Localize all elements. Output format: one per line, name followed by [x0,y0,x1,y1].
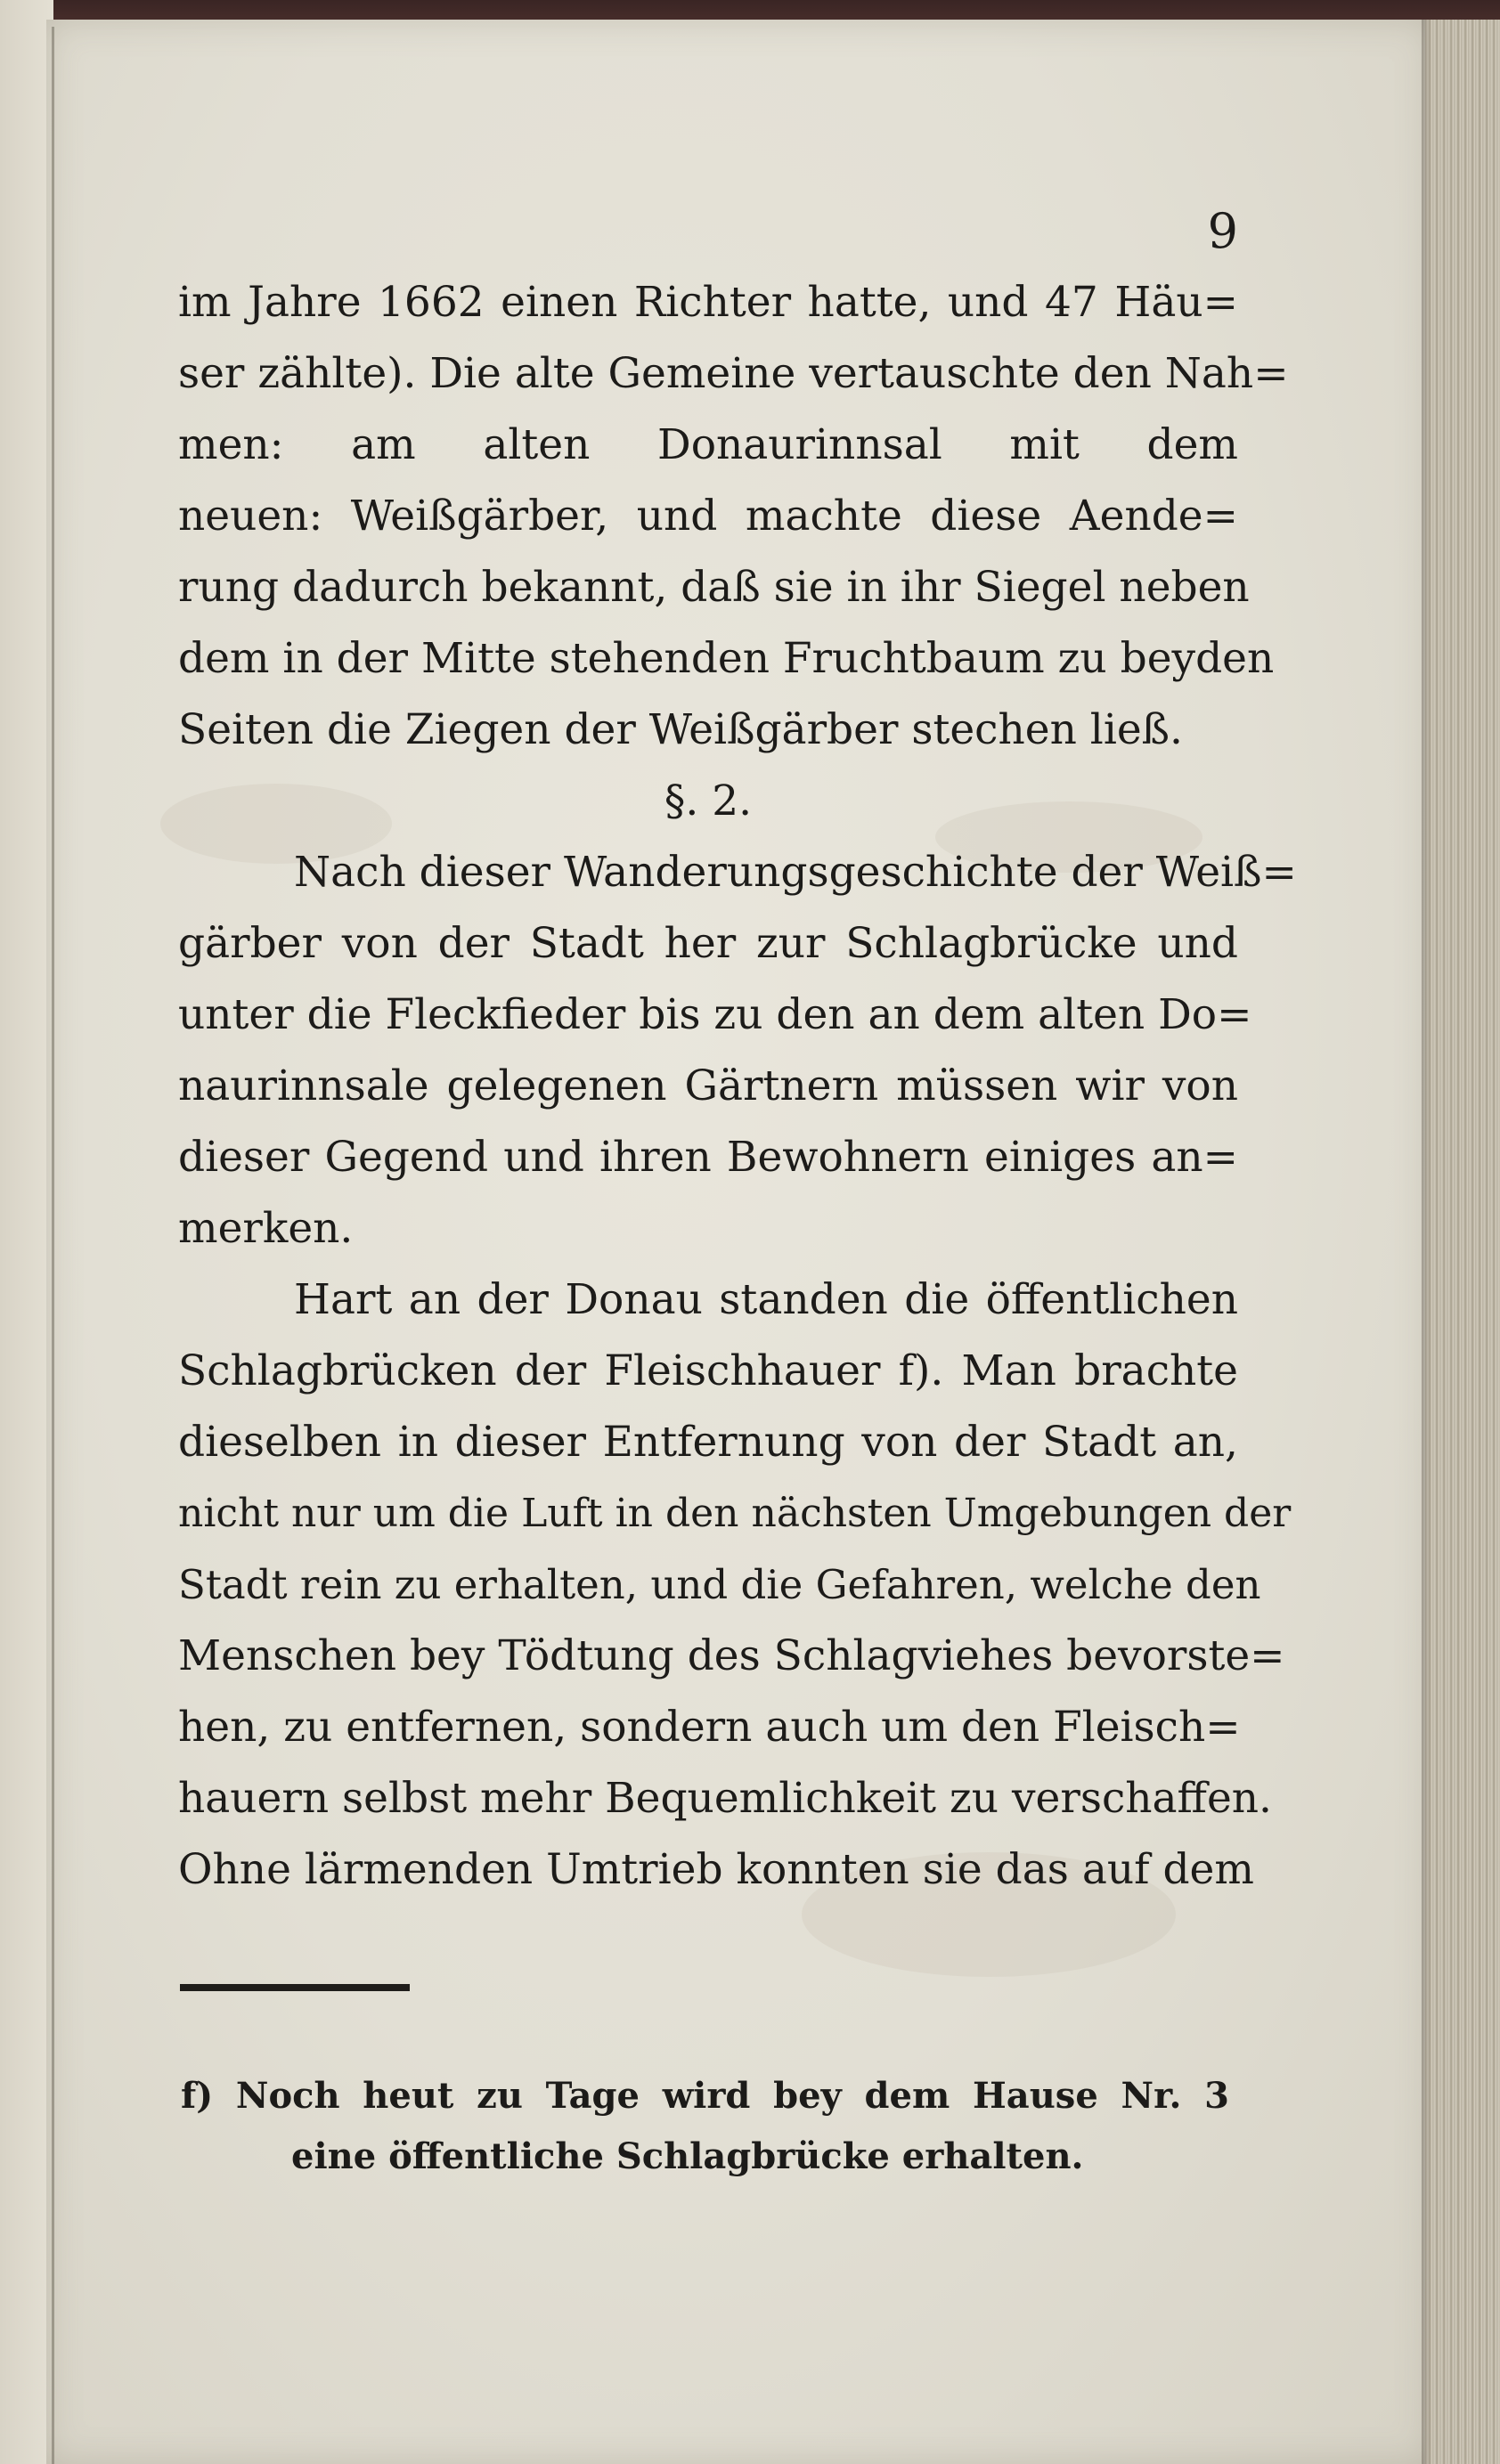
footnote-line: f) Noch heut zu Tage wird bey dem Hause Nr. 3 [181,2075,1229,2117]
footnote-line: eine öffentliche Schlagbrücke erhalten. [291,2135,1084,2177]
text-line: gärber von der Stadt her zur Schlagbrücke und [178,919,1238,968]
text-line: neuen: Weißgärber, und machte diese Aende= [178,492,1238,541]
left-margin [0,0,53,2464]
text-line: unter die Fleckfieder bis zu den an dem alten Do= [178,990,1252,1039]
text-line: Schlagbrücken der Fleischhauer f). Man brachte [178,1346,1238,1395]
text-line: ser zählte). Die alte Gemeine vertauschte den Nah= [178,349,1289,398]
body-text [178,267,1297,1906]
fore-edge-shadow [1422,20,1431,2464]
text-line: Hart an der Donau standen die öffentlichen [294,1275,1238,1324]
text-line: merken. [178,1204,354,1253]
text-line: dieser Gegend und ihren Bewohnern einiges an= [178,1133,1238,1182]
page-number: 9 [1207,203,1238,259]
footnote-rule [180,1984,410,1991]
text-line: Ohne lärmenden Umtrieb konnten sie das auf dem [178,1845,1254,1894]
section-heading: §. 2. [664,777,753,825]
text-line: hen, zu entfernen, sondern auch um den Fleisch= [178,1703,1241,1752]
text-line: Stadt rein zu erhalten, und die Gefahren, welche den [178,1561,1261,1608]
text-line: men: am alten Donaurinnsal mit dem [178,420,1238,469]
gutter-line [52,27,54,2464]
text-line: Nach dieser Wanderungsgeschichte der Weiß= [294,848,1297,897]
text-line: Seiten die Ziegen der Weißgärber stechen ließ. [178,705,1183,754]
text-line: im Jahre 1662 einen Richter hatte, und 47 Häu= [178,278,1238,327]
text-line: dem in der Mitte stehenden Fruchtbaum zu beyden [178,634,1275,683]
footnote [181,2066,1229,2187]
book-fore-edge [1425,20,1500,2464]
text-line: nicht nur um die Luft in den nächsten Umgebungen der [178,1491,1292,1536]
text-line: Menschen bey Tödtung des Schlagviehes bevorste= [178,1631,1285,1680]
text-line: dieselben in dieser Entfernung von der Stadt an, [178,1418,1238,1467]
text-line: rung dadurch bekannt, daß sie in ihr Siegel neben [178,563,1250,612]
text-line: hauern selbst mehr Bequemlichkeit zu verschaffen. [178,1774,1272,1823]
text-line: naurinnsale gelegenen Gärtnern müssen wir von [178,1061,1238,1110]
